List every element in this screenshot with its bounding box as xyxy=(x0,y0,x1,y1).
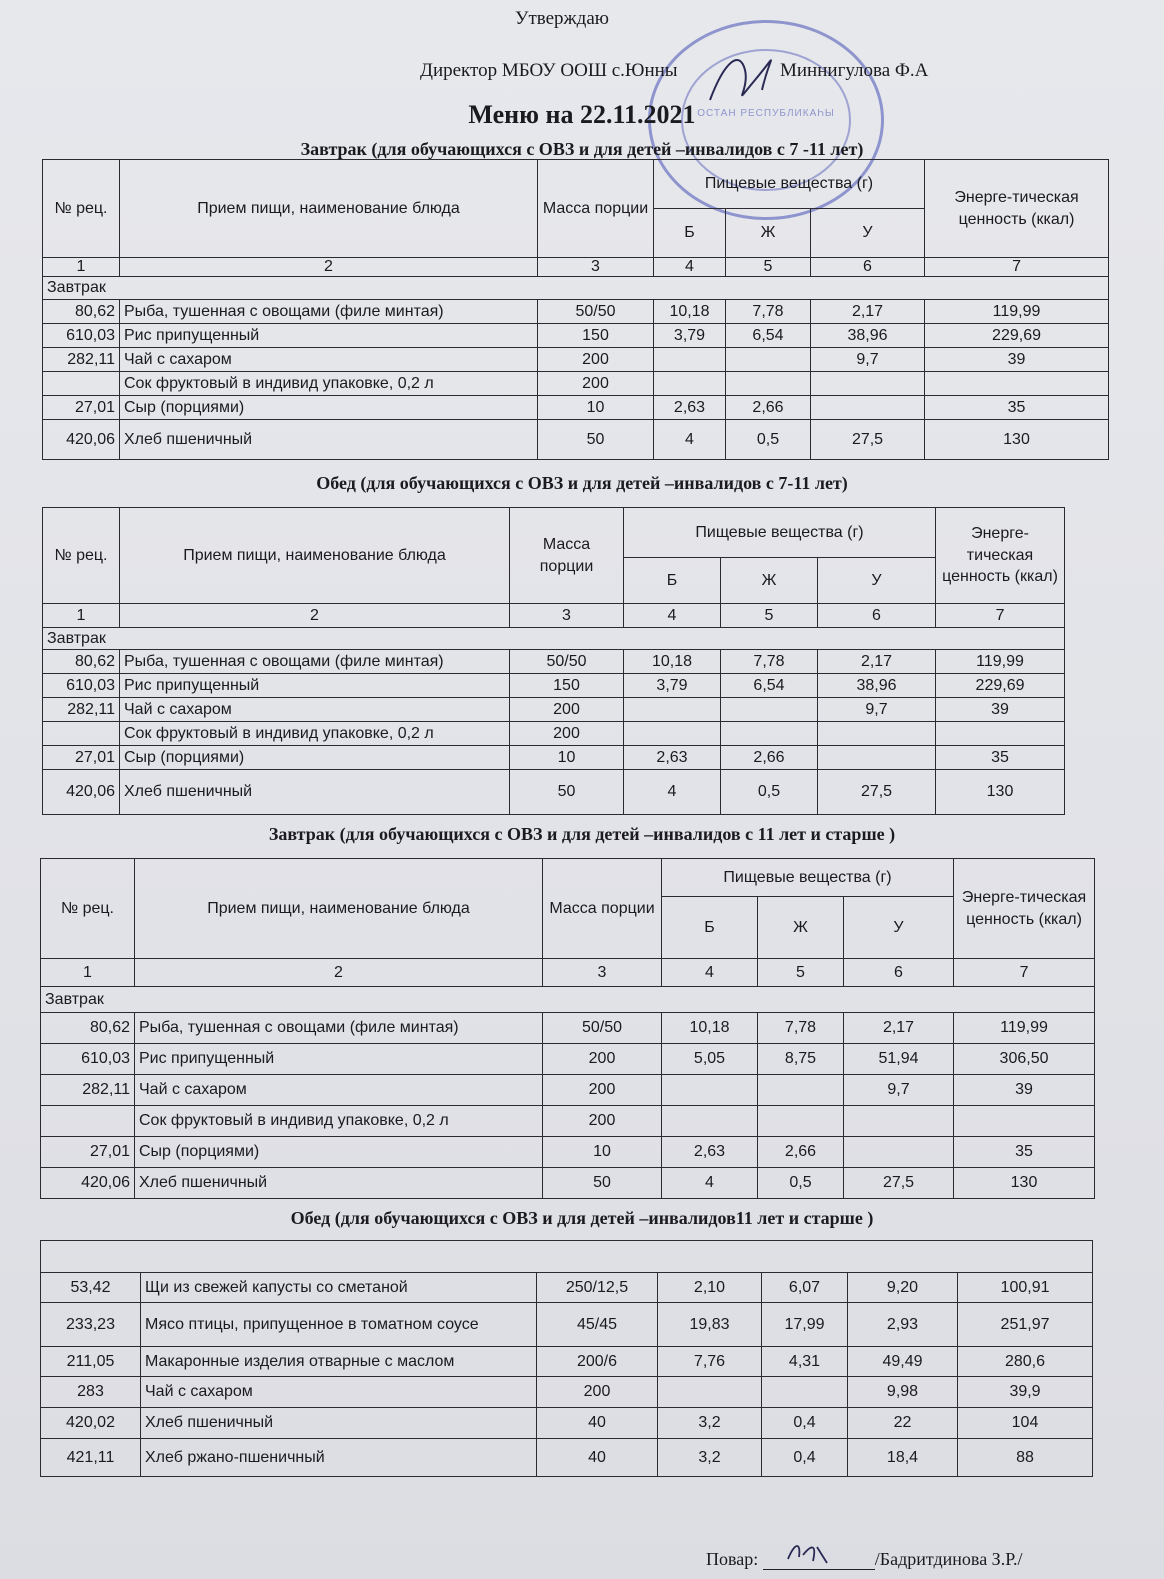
col-header-b: Б xyxy=(624,558,721,604)
protein-cell: 3,79 xyxy=(624,674,721,698)
kcal-cell: 280,6 xyxy=(958,1347,1093,1377)
dish-cell: Сыр (порциями) xyxy=(120,746,510,770)
fat-cell xyxy=(762,1377,848,1408)
table-row xyxy=(41,1439,1093,1477)
fat-cell: 6,07 xyxy=(762,1273,848,1303)
section-title-4: Обед (для обучающихся с ОВЗ и для детей –инвалидов11 лет и старше ) xyxy=(290,1208,874,1228)
col-num: 3 xyxy=(543,959,662,987)
dish-cell: Хлеб ржано-пшеничный xyxy=(141,1439,537,1477)
table-row xyxy=(43,348,1109,372)
menu-table-4 xyxy=(40,1240,1093,1477)
col-num: 7 xyxy=(925,258,1109,277)
rec-cell xyxy=(43,722,120,746)
meal-label: Завтрак xyxy=(43,628,1065,650)
kcal-cell xyxy=(925,372,1109,396)
kcal-cell xyxy=(954,1106,1095,1137)
table-row xyxy=(43,722,1065,746)
kcal-cell: 229,69 xyxy=(936,674,1065,698)
table-row xyxy=(43,300,1109,324)
fat-cell: 7,78 xyxy=(721,650,818,674)
fat-cell xyxy=(726,348,811,372)
carb-cell: 49,49 xyxy=(848,1347,958,1377)
rec-cell: 233,23 xyxy=(41,1303,141,1347)
kcal-cell: 39 xyxy=(936,698,1065,722)
approve-label: Утверждаю xyxy=(515,8,609,29)
kcal-cell xyxy=(936,722,1065,746)
rec-cell: 53,42 xyxy=(41,1273,141,1303)
dish-cell: Хлеб пшеничный xyxy=(135,1168,543,1199)
kcal-cell: 39 xyxy=(954,1075,1095,1106)
dish-cell: Сыр (порциями) xyxy=(120,396,538,420)
rec-cell: 420,06 xyxy=(43,420,120,460)
carb-cell: 9,98 xyxy=(848,1377,958,1408)
mass-cell: 10 xyxy=(510,746,624,770)
col-num: 2 xyxy=(120,258,538,277)
kcal-cell: 35 xyxy=(925,396,1109,420)
dish-cell: Чай с сахаром xyxy=(135,1075,543,1106)
fat-cell: 6,54 xyxy=(726,324,811,348)
rec-cell: 80,62 xyxy=(41,1013,135,1044)
mass-cell: 40 xyxy=(537,1439,658,1477)
empty-header-row xyxy=(41,1241,1093,1273)
table-row xyxy=(41,1347,1093,1377)
table-row xyxy=(43,650,1065,674)
kcal-cell: 35 xyxy=(954,1137,1095,1168)
rec-cell: 211,05 xyxy=(41,1347,141,1377)
fat-cell: 0,4 xyxy=(762,1408,848,1439)
col-num: 4 xyxy=(654,258,726,277)
director-name: Миннигулова Ф.А xyxy=(780,60,929,81)
fat-cell: 0,4 xyxy=(762,1439,848,1477)
col-header-u: У xyxy=(811,209,925,258)
kcal-cell: 251,97 xyxy=(958,1303,1093,1347)
protein-cell: 4 xyxy=(654,420,726,460)
rec-cell: 27,01 xyxy=(43,396,120,420)
meal-label: Завтрак xyxy=(41,987,1095,1013)
col-num: 7 xyxy=(954,959,1095,987)
col-header-rec: № рец. xyxy=(43,160,120,258)
col-header-rec: № рец. xyxy=(41,859,135,959)
col-num: 5 xyxy=(721,604,818,628)
col-header-mass: Масса порции xyxy=(543,859,662,959)
carb-cell: 9,7 xyxy=(811,348,925,372)
mass-cell: 40 xyxy=(537,1408,658,1439)
fat-cell: 8,75 xyxy=(758,1044,844,1075)
dish-cell: Щи из свежей капусты со сметаной xyxy=(141,1273,537,1303)
protein-cell xyxy=(624,698,721,722)
rec-cell: 610,03 xyxy=(43,324,120,348)
column-numbers-row xyxy=(43,604,1065,628)
fat-cell xyxy=(758,1075,844,1106)
col-num: 1 xyxy=(41,959,135,987)
menu-table-3 xyxy=(40,858,1095,1199)
fat-cell: 7,78 xyxy=(758,1013,844,1044)
cook-signature xyxy=(763,1551,875,1570)
rec-cell: 282,11 xyxy=(43,698,120,722)
carb-cell: 2,93 xyxy=(848,1303,958,1347)
table-row xyxy=(41,1106,1095,1137)
protein-cell: 3,79 xyxy=(654,324,726,348)
protein-cell xyxy=(662,1106,758,1137)
kcal-cell: 119,99 xyxy=(954,1013,1095,1044)
kcal-cell: 306,50 xyxy=(954,1044,1095,1075)
mass-cell: 200 xyxy=(538,372,654,396)
col-num: 6 xyxy=(844,959,954,987)
mass-cell: 200 xyxy=(543,1106,662,1137)
col-header-mass: Масса порции xyxy=(510,508,624,604)
column-numbers-row xyxy=(41,959,1095,987)
col-num: 1 xyxy=(43,604,120,628)
carb-cell: 2,17 xyxy=(844,1013,954,1044)
table-row xyxy=(41,1377,1093,1408)
stamp-text: ОСТАН РЕСПУБЛИКАҺЫ xyxy=(697,108,835,119)
mass-cell: 50/50 xyxy=(538,300,654,324)
col-num: 3 xyxy=(510,604,624,628)
dish-cell: Чай с сахаром xyxy=(120,698,510,722)
table-row xyxy=(41,1273,1093,1303)
section-title-1: Завтрак (для обучающихся с ОВЗ и для детей –инвалидов с 7 -11 лет) xyxy=(300,139,864,159)
rec-cell: 421,11 xyxy=(41,1439,141,1477)
protein-cell xyxy=(654,348,726,372)
mass-cell: 50 xyxy=(538,420,654,460)
col-header-b: Б xyxy=(662,897,758,959)
mass-cell: 10 xyxy=(538,396,654,420)
mass-cell: 50/50 xyxy=(510,650,624,674)
rec-cell: 282,11 xyxy=(43,348,120,372)
protein-cell: 10,18 xyxy=(654,300,726,324)
dish-cell: Хлеб пшеничный xyxy=(120,770,510,815)
fat-cell: 4,31 xyxy=(762,1347,848,1377)
col-header-energy: Энерге-тическая ценность (ккал) xyxy=(954,859,1095,959)
dish-cell: Мясо птицы, припущенное в томатном соусе xyxy=(141,1303,537,1347)
col-header-u: У xyxy=(844,897,954,959)
mass-cell: 200 xyxy=(538,348,654,372)
table-row xyxy=(43,746,1065,770)
table-row xyxy=(41,1168,1095,1199)
table-row xyxy=(41,1013,1095,1044)
fat-cell: 2,66 xyxy=(758,1137,844,1168)
mass-cell: 150 xyxy=(510,674,624,698)
col-header-b: Б xyxy=(654,209,726,258)
col-num: 4 xyxy=(662,959,758,987)
protein-cell: 2,63 xyxy=(654,396,726,420)
carb-cell: 18,4 xyxy=(848,1439,958,1477)
col-num: 5 xyxy=(726,258,811,277)
mass-cell: 200 xyxy=(543,1075,662,1106)
col-header-rec: № рец. xyxy=(43,508,120,604)
table-row xyxy=(41,1044,1095,1075)
cook-signature-line xyxy=(706,1549,1022,1570)
table-row xyxy=(41,1303,1093,1347)
dish-cell: Рыба, тушенная с овощами (филе минтая) xyxy=(120,650,510,674)
carb-cell: 9,20 xyxy=(848,1273,958,1303)
menu-table-2 xyxy=(42,507,1065,815)
protein-cell: 2,10 xyxy=(658,1273,762,1303)
table-row xyxy=(43,698,1065,722)
mass-cell: 200 xyxy=(543,1044,662,1075)
rec-cell: 610,03 xyxy=(41,1044,135,1075)
carb-cell xyxy=(811,396,925,420)
column-numbers-row xyxy=(43,258,1109,277)
protein-cell: 7,76 xyxy=(658,1347,762,1377)
fat-cell: 2,66 xyxy=(721,746,818,770)
fat-cell xyxy=(726,372,811,396)
dish-cell: Сок фруктовый в индивид упаковке, 0,2 л xyxy=(120,372,538,396)
director-title: Директор МБОУ ООШ с.Юнны xyxy=(420,60,678,81)
dish-cell: Рыба, тушенная с овощами (филе минтая) xyxy=(135,1013,543,1044)
menu-title: Меню на 22.11.2021 xyxy=(468,100,696,129)
carb-cell: 27,5 xyxy=(844,1168,954,1199)
protein-cell xyxy=(624,722,721,746)
dish-cell: Чай с сахаром xyxy=(120,348,538,372)
col-num: 7 xyxy=(936,604,1065,628)
mass-cell: 45/45 xyxy=(537,1303,658,1347)
dish-cell: Хлеб пшеничный xyxy=(141,1408,537,1439)
col-header-mass: Масса порции xyxy=(538,160,654,258)
rec-cell: 27,01 xyxy=(43,746,120,770)
protein-cell: 10,18 xyxy=(624,650,721,674)
dish-cell: Рис припущенный xyxy=(120,324,538,348)
col-num: 4 xyxy=(624,604,721,628)
dish-cell: Рис припущенный xyxy=(120,674,510,698)
protein-cell: 10,18 xyxy=(662,1013,758,1044)
col-num: 3 xyxy=(538,258,654,277)
fat-cell: 6,54 xyxy=(721,674,818,698)
table-row xyxy=(41,1137,1095,1168)
fat-cell: 0,5 xyxy=(726,420,811,460)
carb-cell: 27,5 xyxy=(811,420,925,460)
fat-cell: 2,66 xyxy=(726,396,811,420)
rec-cell: 420,06 xyxy=(43,770,120,815)
kcal-cell: 39 xyxy=(925,348,1109,372)
col-num: 6 xyxy=(811,258,925,277)
carb-cell: 22 xyxy=(848,1408,958,1439)
rec-cell: 80,62 xyxy=(43,650,120,674)
cook-signature-mark xyxy=(783,1537,843,1567)
kcal-cell: 130 xyxy=(925,420,1109,460)
mass-cell: 50 xyxy=(510,770,624,815)
mass-cell: 200 xyxy=(537,1377,658,1408)
mass-cell: 50 xyxy=(543,1168,662,1199)
mass-cell: 50/50 xyxy=(543,1013,662,1044)
mass-cell: 10 xyxy=(543,1137,662,1168)
dish-cell: Чай с сахаром xyxy=(141,1377,537,1408)
protein-cell: 3,2 xyxy=(658,1439,762,1477)
section-title-3: Завтрак (для обучающихся с ОВЗ и для детей –инвалидов с 11 лет и старше ) xyxy=(268,824,896,844)
kcal-cell: 35 xyxy=(936,746,1065,770)
protein-cell: 2,63 xyxy=(624,746,721,770)
dish-cell: Макаронные изделия отварные с маслом xyxy=(141,1347,537,1377)
col-num: 2 xyxy=(120,604,510,628)
cook-name: /Бадритдинова З.Р./ xyxy=(874,1549,1023,1569)
dish-cell: Рыба, тушенная с овощами (филе минтая) xyxy=(120,300,538,324)
section-title-2: Обед (для обучающихся с ОВЗ и для детей –инвалидов с 7-11 лет) xyxy=(316,473,848,493)
col-header-energy: Энерге-тическая ценность (ккал) xyxy=(925,160,1109,258)
carb-cell xyxy=(818,746,936,770)
kcal-cell: 104 xyxy=(958,1408,1093,1439)
col-header-dish: Прием пищи, наименование блюда xyxy=(120,160,538,258)
rec-cell xyxy=(43,372,120,396)
protein-cell xyxy=(662,1075,758,1106)
mass-cell: 200 xyxy=(510,698,624,722)
protein-cell: 2,63 xyxy=(662,1137,758,1168)
table-row xyxy=(43,420,1109,460)
table-row xyxy=(41,1075,1095,1106)
kcal-cell: 39,9 xyxy=(958,1377,1093,1408)
dish-cell: Сок фруктовый в индивид упаковке, 0,2 л xyxy=(120,722,510,746)
kcal-cell: 88 xyxy=(958,1439,1093,1477)
table-row xyxy=(43,396,1109,420)
table-row xyxy=(43,674,1065,698)
col-header-energy: Энерге-тическая ценность (ккал) xyxy=(936,508,1065,604)
col-header-zh: Ж xyxy=(726,209,811,258)
protein-cell: 4 xyxy=(624,770,721,815)
table-row xyxy=(43,770,1065,815)
mass-cell: 250/12,5 xyxy=(537,1273,658,1303)
kcal-cell: 130 xyxy=(954,1168,1095,1199)
rec-cell: 80,62 xyxy=(43,300,120,324)
fat-cell: 7,78 xyxy=(726,300,811,324)
carb-cell: 51,94 xyxy=(844,1044,954,1075)
director-line xyxy=(420,60,929,82)
cook-label: Повар: xyxy=(706,1549,759,1569)
dish-cell: Рис припущенный xyxy=(135,1044,543,1075)
kcal-cell: 119,99 xyxy=(925,300,1109,324)
col-header-nutrients: Пищевые вещества (г) xyxy=(624,508,936,558)
protein-cell xyxy=(658,1377,762,1408)
kcal-cell: 100,91 xyxy=(958,1273,1093,1303)
rec-cell: 420,06 xyxy=(41,1168,135,1199)
fat-cell: 17,99 xyxy=(762,1303,848,1347)
carb-cell xyxy=(844,1137,954,1168)
meal-row xyxy=(43,628,1065,650)
protein-cell xyxy=(654,372,726,396)
fat-cell xyxy=(721,698,818,722)
dish-cell: Хлеб пшеничный xyxy=(120,420,538,460)
kcal-cell: 119,99 xyxy=(936,650,1065,674)
carb-cell: 27,5 xyxy=(818,770,936,815)
mass-cell: 150 xyxy=(538,324,654,348)
carb-cell: 2,17 xyxy=(811,300,925,324)
menu-table-1 xyxy=(42,159,1109,460)
dish-cell: Сыр (порциями) xyxy=(135,1137,543,1168)
fat-cell xyxy=(758,1106,844,1137)
carb-cell: 9,7 xyxy=(818,698,936,722)
rec-cell xyxy=(41,1106,135,1137)
rec-cell: 283 xyxy=(41,1377,141,1408)
carb-cell xyxy=(818,722,936,746)
dish-cell: Сок фруктовый в индивид упаковке, 0,2 л xyxy=(135,1106,543,1137)
meal-row xyxy=(43,277,1109,300)
col-num: 6 xyxy=(818,604,936,628)
table-row xyxy=(43,324,1109,348)
col-num: 5 xyxy=(758,959,844,987)
rec-cell: 282,11 xyxy=(41,1075,135,1106)
col-header-zh: Ж xyxy=(758,897,844,959)
carb-cell: 38,96 xyxy=(818,674,936,698)
carb-cell xyxy=(811,372,925,396)
meal-label: Завтрак xyxy=(43,277,1109,300)
kcal-cell: 130 xyxy=(936,770,1065,815)
mass-cell: 200/6 xyxy=(537,1347,658,1377)
protein-cell: 4 xyxy=(662,1168,758,1199)
rec-cell: 610,03 xyxy=(43,674,120,698)
carb-cell: 9,7 xyxy=(844,1075,954,1106)
col-num: 1 xyxy=(43,258,120,277)
col-header-u: У xyxy=(818,558,936,604)
meal-row xyxy=(41,987,1095,1013)
col-header-nutrients: Пищевые вещества (г) xyxy=(654,160,925,209)
fat-cell xyxy=(721,722,818,746)
protein-cell: 3,2 xyxy=(658,1408,762,1439)
col-header-dish: Прием пищи, наименование блюда xyxy=(120,508,510,604)
rec-cell: 420,02 xyxy=(41,1408,141,1439)
fat-cell: 0,5 xyxy=(758,1168,844,1199)
protein-cell: 5,05 xyxy=(662,1044,758,1075)
kcal-cell: 229,69 xyxy=(925,324,1109,348)
table-row xyxy=(43,372,1109,396)
col-header-dish: Прием пищи, наименование блюда xyxy=(135,859,543,959)
carb-cell: 38,96 xyxy=(811,324,925,348)
col-header-zh: Ж xyxy=(721,558,818,604)
col-header-nutrients: Пищевые вещества (г) xyxy=(662,859,954,897)
mass-cell: 200 xyxy=(510,722,624,746)
rec-cell: 27,01 xyxy=(41,1137,135,1168)
carb-cell xyxy=(844,1106,954,1137)
col-num: 2 xyxy=(135,959,543,987)
protein-cell: 19,83 xyxy=(658,1303,762,1347)
carb-cell: 2,17 xyxy=(818,650,936,674)
fat-cell: 0,5 xyxy=(721,770,818,815)
table-row xyxy=(41,1408,1093,1439)
